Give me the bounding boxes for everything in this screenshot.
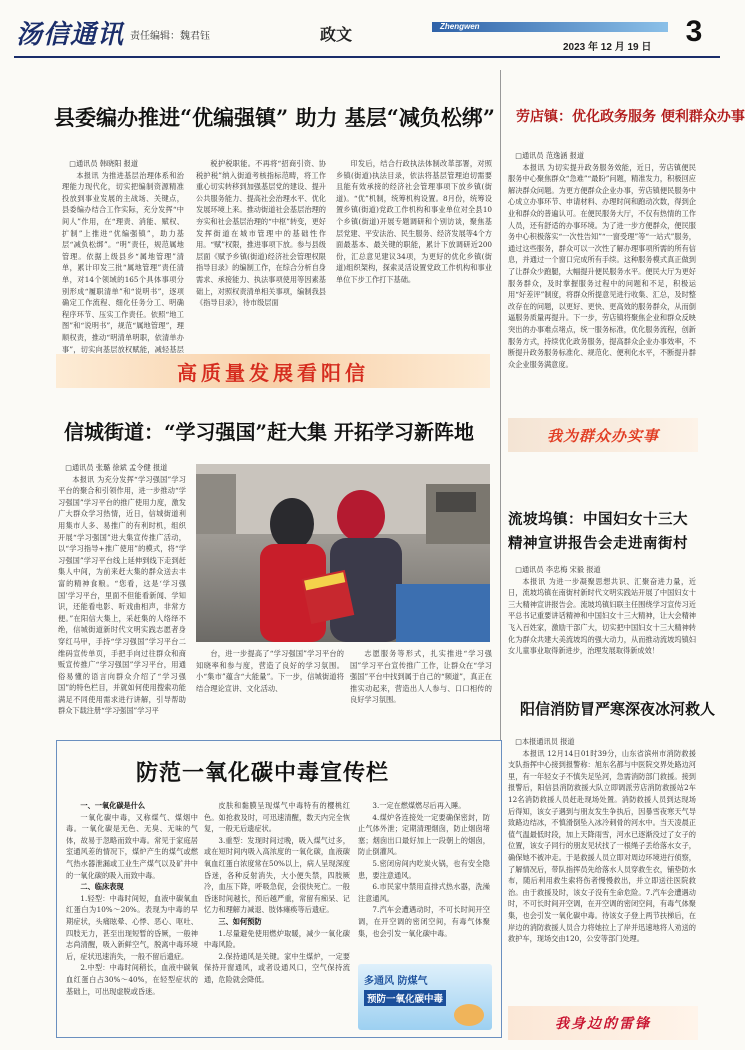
a2-col3 [350, 648, 492, 728]
a4-byline: □通讯员 李忠梅 宋毅 报道 [515, 565, 601, 574]
a1-col1-text: 本报讯 为推进基层治理体系和治理能力现代化，切实把编制资源精准投放到事业发展的主战场、关键点，县委编办结合工作实际，充分发挥“中间人”作用，在“理责、消能、赋权、扩制”上推进“优编强镇”，助力基层“减负松绑”。“明”责任，规范属地管理。依据上级县乡“属地管理”清单，累计印发三批“属地管理”责任清单，对14个领域的165个具体事项分别形成“履职清单”和“说明书”，逐项确定工作流程、细化任务分工、明确程序环节、压实工作责任。依照“地工图”和“说明书”，规范“属地管理”，理顺权责，推动“明清单明职，依清单办事”，切实向基层放权赋能，减轻基层 [62, 170, 184, 354]
banner-high-quality-text: 高质量发展看阳信 [177, 360, 369, 385]
a1-col1 [62, 158, 184, 366]
a6-col3 [358, 800, 490, 960]
a6-col3-text [358, 800, 490, 939]
a6-col1-para: 2.中型：中毒时间稍长，血液中碳氧血红蛋白占30%～40%，在轻型症状的基础上，可出现虚脱或昏迷。 [66, 963, 198, 996]
a6-col2-para: 皮肤和黏膜呈现煤气中毒特有的樱桃红色。如抢救及时，可迅速清醒，数天内完全恢复，一般无后遗症状。 [204, 801, 350, 834]
a6-col2-para: 3.重型：发现时间过晚，吸入煤气过多，或在短时间内吸入高浓度的一氧化碳，血液碳氧血红蛋白浓度常在50%以上，病人呈现深度昏迷，各种反射消失，大小便失禁，四肢厥冷，血压下降，呼吸急促，会很快死亡。一般昏迷时间越长，预后越严重，常留有痴呆、记忆力和理解力减退、肢体瘫痪等后遗症。 [204, 835, 350, 915]
banner-lei-feng-around-me [508, 1006, 698, 1040]
a6-col1-para: 一氧化碳中毒，又称煤气、煤烟中毒。一氧化碳是无色、无臭、无味的气体，故易于忽略而致中毒。常见于家庭居室通风差的情况下，煤炉产生的煤气或燃气热水器泄漏或工业生产煤气以及矿井中的一氧化碳的吸入而致中毒。 [66, 812, 198, 880]
a1-byline: □通讯员 韩晓阳 报道 [69, 159, 139, 168]
a1-col2-text: 税护税职能。不再将“招商引资、协税护税”纳入街道考核指标范畴，将工作重心切实转移到加强基层党的建设、提升公共服务能力、提高社会治理水平、优化发展环境上来。推动街道社会基层治理的夯实和社会基层治理的“中枢”转变，更好发挥街道在城市管理中的基础性作用。“赋”权限，推进事项下放。参与县级层面《赋予乡镇(街道)经济社会管理权限指导目录》的编制工作，在综合分析自身需求、承接能力、执法事项使用等因素基础上，对照权责清单相关事项，编制我县《指导目录》，待市级层面 [196, 159, 326, 308]
banner-do-practical-text: 我为群众办实事 [546, 426, 659, 445]
a6-col1-para: 一、一氧化碳是什么 [80, 801, 146, 810]
a3-headline: 劳店镇：优化政务服务 便利群众办事 [516, 109, 745, 125]
masthead-rule [14, 56, 720, 58]
a2-col1-text: 本报讯 为充分发挥“学习强国”学习平台的聚合和引领作用，进一步推动“学习强国”学习平台的推广使用力度，激发广大群众学习热情，近日，信城街道利用集市人多、易推广的有利时机，组织开展“学习强国”进大集宣传推广活动，以“学习指导+推广使用”的模式，将“学习强国”学习平台线上延伸到线下走到赶集人中间，为前来赶大集的群众送去丰富的精神食粮。“您看，这是‘学习强国’学习平台，里面不但能看新闻、学知识，还能看电影、听戏曲相声，非常方便。”在阳信大集上，采赶集的人络绎不绝，信城街道新时代文明实践志愿者身穿红马甲，手持“学习强国”学习平台二维码宣传单页，手把手向过往群众和商贩宣传推广“学习强国”学习平台，用通俗易懂的语言向群众介绍了“学习强国”的特色栏目，并就如何使用搜索功能满足不同使用需求进行讲解，引导帮助群众下载注册“学习强国”学习平 [58, 474, 186, 716]
a3-text-block [508, 150, 696, 408]
a2-headline: 信城街道：“学习强国”赶大集 开拓学习新阵地 [64, 420, 474, 444]
a4-text-block [508, 564, 696, 676]
a2-col2-text: 台，进一步提高了“学习强国”学习平台的知晓率和参与度，营造了良好的学习氛围。小“集市”蕴含“大能量”。下一步，信城街道将结合理论宣讲、文化活动、 [196, 649, 344, 693]
co-poster [358, 964, 492, 1030]
a6-col3-para: 7.汽车会遭遇动时，不可长时间开空调，在开空调的密闭空间，有毒气体聚集，也会引发一氧化碳中毒。 [358, 905, 490, 938]
a2-photo-svg [196, 464, 490, 642]
a6-col1-para: 二、临床表现 [80, 882, 124, 892]
a6-col2-para: 三、如何预防 [218, 916, 262, 926]
right-column-divider [500, 70, 501, 740]
a1-col2 [196, 158, 326, 366]
a6-col2-text [204, 800, 350, 986]
a6-col3-para: 6.市民家中禁用直排式热水器，洗澡注意通风。 [358, 882, 490, 903]
masthead [0, 0, 735, 70]
a6-col3-para: 4.煤炉各连接处一定要确保密封，防止气体外泄；定期清理烟囱，防止烟囱堵塞；烟囱出口最好加上一段朝上的烟囱，防止倒灌风。 [358, 812, 490, 857]
co-poster-line1: 多通风 防煤气 [364, 976, 428, 987]
a6-col3-para: 5.密闭房间内吃炭火锅，也有安全隐患，要注意通风。 [358, 858, 490, 880]
a6-col1 [66, 800, 198, 1032]
a2-byline: □通讯员 张璐 徐斌 孟令健 报道 [65, 463, 168, 472]
a6-col2-para: 1.尽量避免使用燃炉取暖，减少一氧化碳中毒风险。 [204, 928, 350, 950]
a5-text-block [508, 736, 696, 982]
a6-col1-para: 1.轻型：中毒时间短，血液中碳氧血红蛋白为10%～20%。表现为中毒的早期症状，头痛眩晕、心悸、恶心、呕吐、四肢无力，甚至出现短暂的昏厥，一般神志尚清醒，吸入新鲜空气，脱离中毒环境后，症状迅速消失，一般不留后遗症。 [66, 893, 198, 961]
newspaper-logo: 汤信通讯 [16, 20, 125, 50]
a6-col3-para: 3.一定在燃煤燃尽后再入睡。 [372, 801, 466, 810]
co-poster-line2: 预防一氧化碳中毒 [364, 990, 446, 1006]
co-poster-icon [454, 1004, 484, 1026]
a5-headline: 阳信消防冒严寒深夜冰河救人 [520, 700, 716, 718]
a6-col1-text [66, 800, 198, 997]
a1-col3 [336, 158, 492, 366]
a4-text: 本报讯 为进一步凝聚思想共识、汇聚奋进力量，近日，流坡坞镇在南街村新时代文明实践站开展了中国妇女十三大精神宣讲报告会。流坡坞镇妇联主任围绕学习宣传习近平总书记重要讲话精神和中国妇女十三大精神，让大会精神飞入百姓家，激励干部广大，切实把中国妇女十三大精神转化为群众共建大美流坡坞的强大动力，从而推动流坡坞镇妇女儿童事业取得新进步，治理发展取得新成效！ [508, 576, 696, 656]
a2-col2 [196, 648, 344, 728]
a4-headline-box [508, 508, 698, 556]
a2-photo [196, 464, 490, 642]
a6-col2-para: 2.保持通风是关键。家中生煤炉，一定要保持开窗通风，或者设通风口，空气保持流通，危险就会降低。 [204, 951, 350, 984]
a3-byline: □通讯员 范逸涵 报道 [515, 151, 585, 160]
page-number: 3 [685, 15, 703, 48]
a1-col3-text: 印发后，结合行政执法体制改革部署，对照乡镇(街道)执法目录，依法将基层管理迫切需要且能有效承接的经济社会管理事项下放乡镇(街道)。“优”机制，统筹机构设置。8月份，统筹设置乡镇(街道)党政工作机构和事业单位对全县10个乡镇(街道)开展专题调研和个别访谈，聚焦基层党建、平安法治、民生服务、经济发展等4个方面最基本、最关键的职能，累计下放调研近200份，汇总意见建议34项，为更好的优化乡镇(街道)组织架构，探索灵活设置党政工作机构和事业单位下步工作打下基础。 [336, 159, 492, 284]
a3-text: 本报讯 为切实提升政务服务效能，近日，劳店镇便民服务中心聚焦群众“急难”“最盼”问题，精准发力，积极回应解决群众问题。为更方便群众企业办事，劳店镇便民服务中心成立办事环节、申请材料、办理时间和跑动次数，得到企业和群众的普遍认可。在便民服务大厅，不仅有热情的工作人员，还有舒适的办事环境。为了进一步方便群众，便民服务中心积极落实“一次性告知”“一窗受理”等“一站式”服务，通过这些服务，群众可以一次性了解办理事项所需的所有信息，并通过一个窗口完成所有手续。这种服务模式真正做到了让群众少跑腿，大幅提升便民服务水平。便民大厅为更好服务群众，及时掌握服务过程中的问题和不足，积极运用“好差评”制度，将群众所提意见进行收集、汇总，及时整改存在的问题，以更好、更快、更高效的服务群众，从而倒逼服务质量再提升。下一步，劳店镇将聚焦企业和群众反映突出的办事难点堵点，统一服务标准，优化服务流程，创新服务方式，持续优化政务服务，提高群众企业办事效率，不断提升政务服务标准化、规范化、便利化水平，不断提升群众企业服务满意度。 [508, 162, 696, 369]
a6-headline: 防范一氧化碳中毒宣传栏 [136, 760, 390, 786]
a5-byline: □本报通讯员 报道 [515, 737, 575, 746]
a5-text: 本报讯 12月14日01时39分，山东省滨州市消防救援支队指挥中心接到报警称：旭东名都与中医院交界处路边河里，有一年轻女子不慎失足坠河，急需消防部门救援。接到报警后，阳信县消防救援大队立即调派劳店消防救援站2车12名消防救援人员赶赴现场处置。消防救援人员到达现场后得知，该女子遇到与朋友发生争执后，因暴雪夜寒天气导致路边结冰，不慎滑倒坠入冰冷刺骨的河水中。当天凌晨正值气温最低时段，加上天降雨雪，河水已逐渐没过了女子的位置，该女子同行的朋友见状找了一根绳子丢给落水女子，确保她不被冲走。于是救援人员立即对周边环境进行侦察，了解情况后，带队指挥员先给落水人员穿救生衣，铺垫防水布，随后利用救生索将伤者慢慢救出，并立即送往医院救治。由于救援及时，该女子没有生命危险。7.汽车会遭遇动时，不可长时间开空调，在开空调的密闭空间，有毒气体聚集，也会引发一氧化碳中毒。待该女子登上两节扶梯后，在岸边的消防救援人员合力将她拉上了岸并迅速地将人劝送的救护车，现场交由120，公安等部门处理。 [508, 748, 696, 944]
a6-col2 [204, 800, 350, 1032]
banner-do-practical-things [508, 418, 698, 452]
issue-date: 2023 年 12 月 19 日 [563, 42, 652, 53]
a1-headline: 县委编办推进“优编强镇” 助力 基层“减负松绑” [54, 105, 495, 130]
section-name: 政文 [320, 25, 353, 44]
banner-lei-feng-text: 我身边的雷锋 [555, 1016, 651, 1032]
section-en: Zhengwen [440, 22, 480, 31]
editor-credit: 责任编辑：魏君钰 [130, 31, 210, 42]
a4-headline: 流坡坞镇：中国妇女十三大精神宣讲报告会走进南街村 [508, 511, 688, 552]
a2-col1 [58, 462, 186, 722]
banner-high-quality-development [56, 354, 490, 388]
a2-col3-text: 志愿服务等形式，扎实推进“学习强国”学习平台宣传推广工作，让群众在“学习强国”平台中找到属于自己的“频道”，真正在推实动起来，营造出人人参与、口口相传的良好学习氛围。 [350, 649, 492, 705]
